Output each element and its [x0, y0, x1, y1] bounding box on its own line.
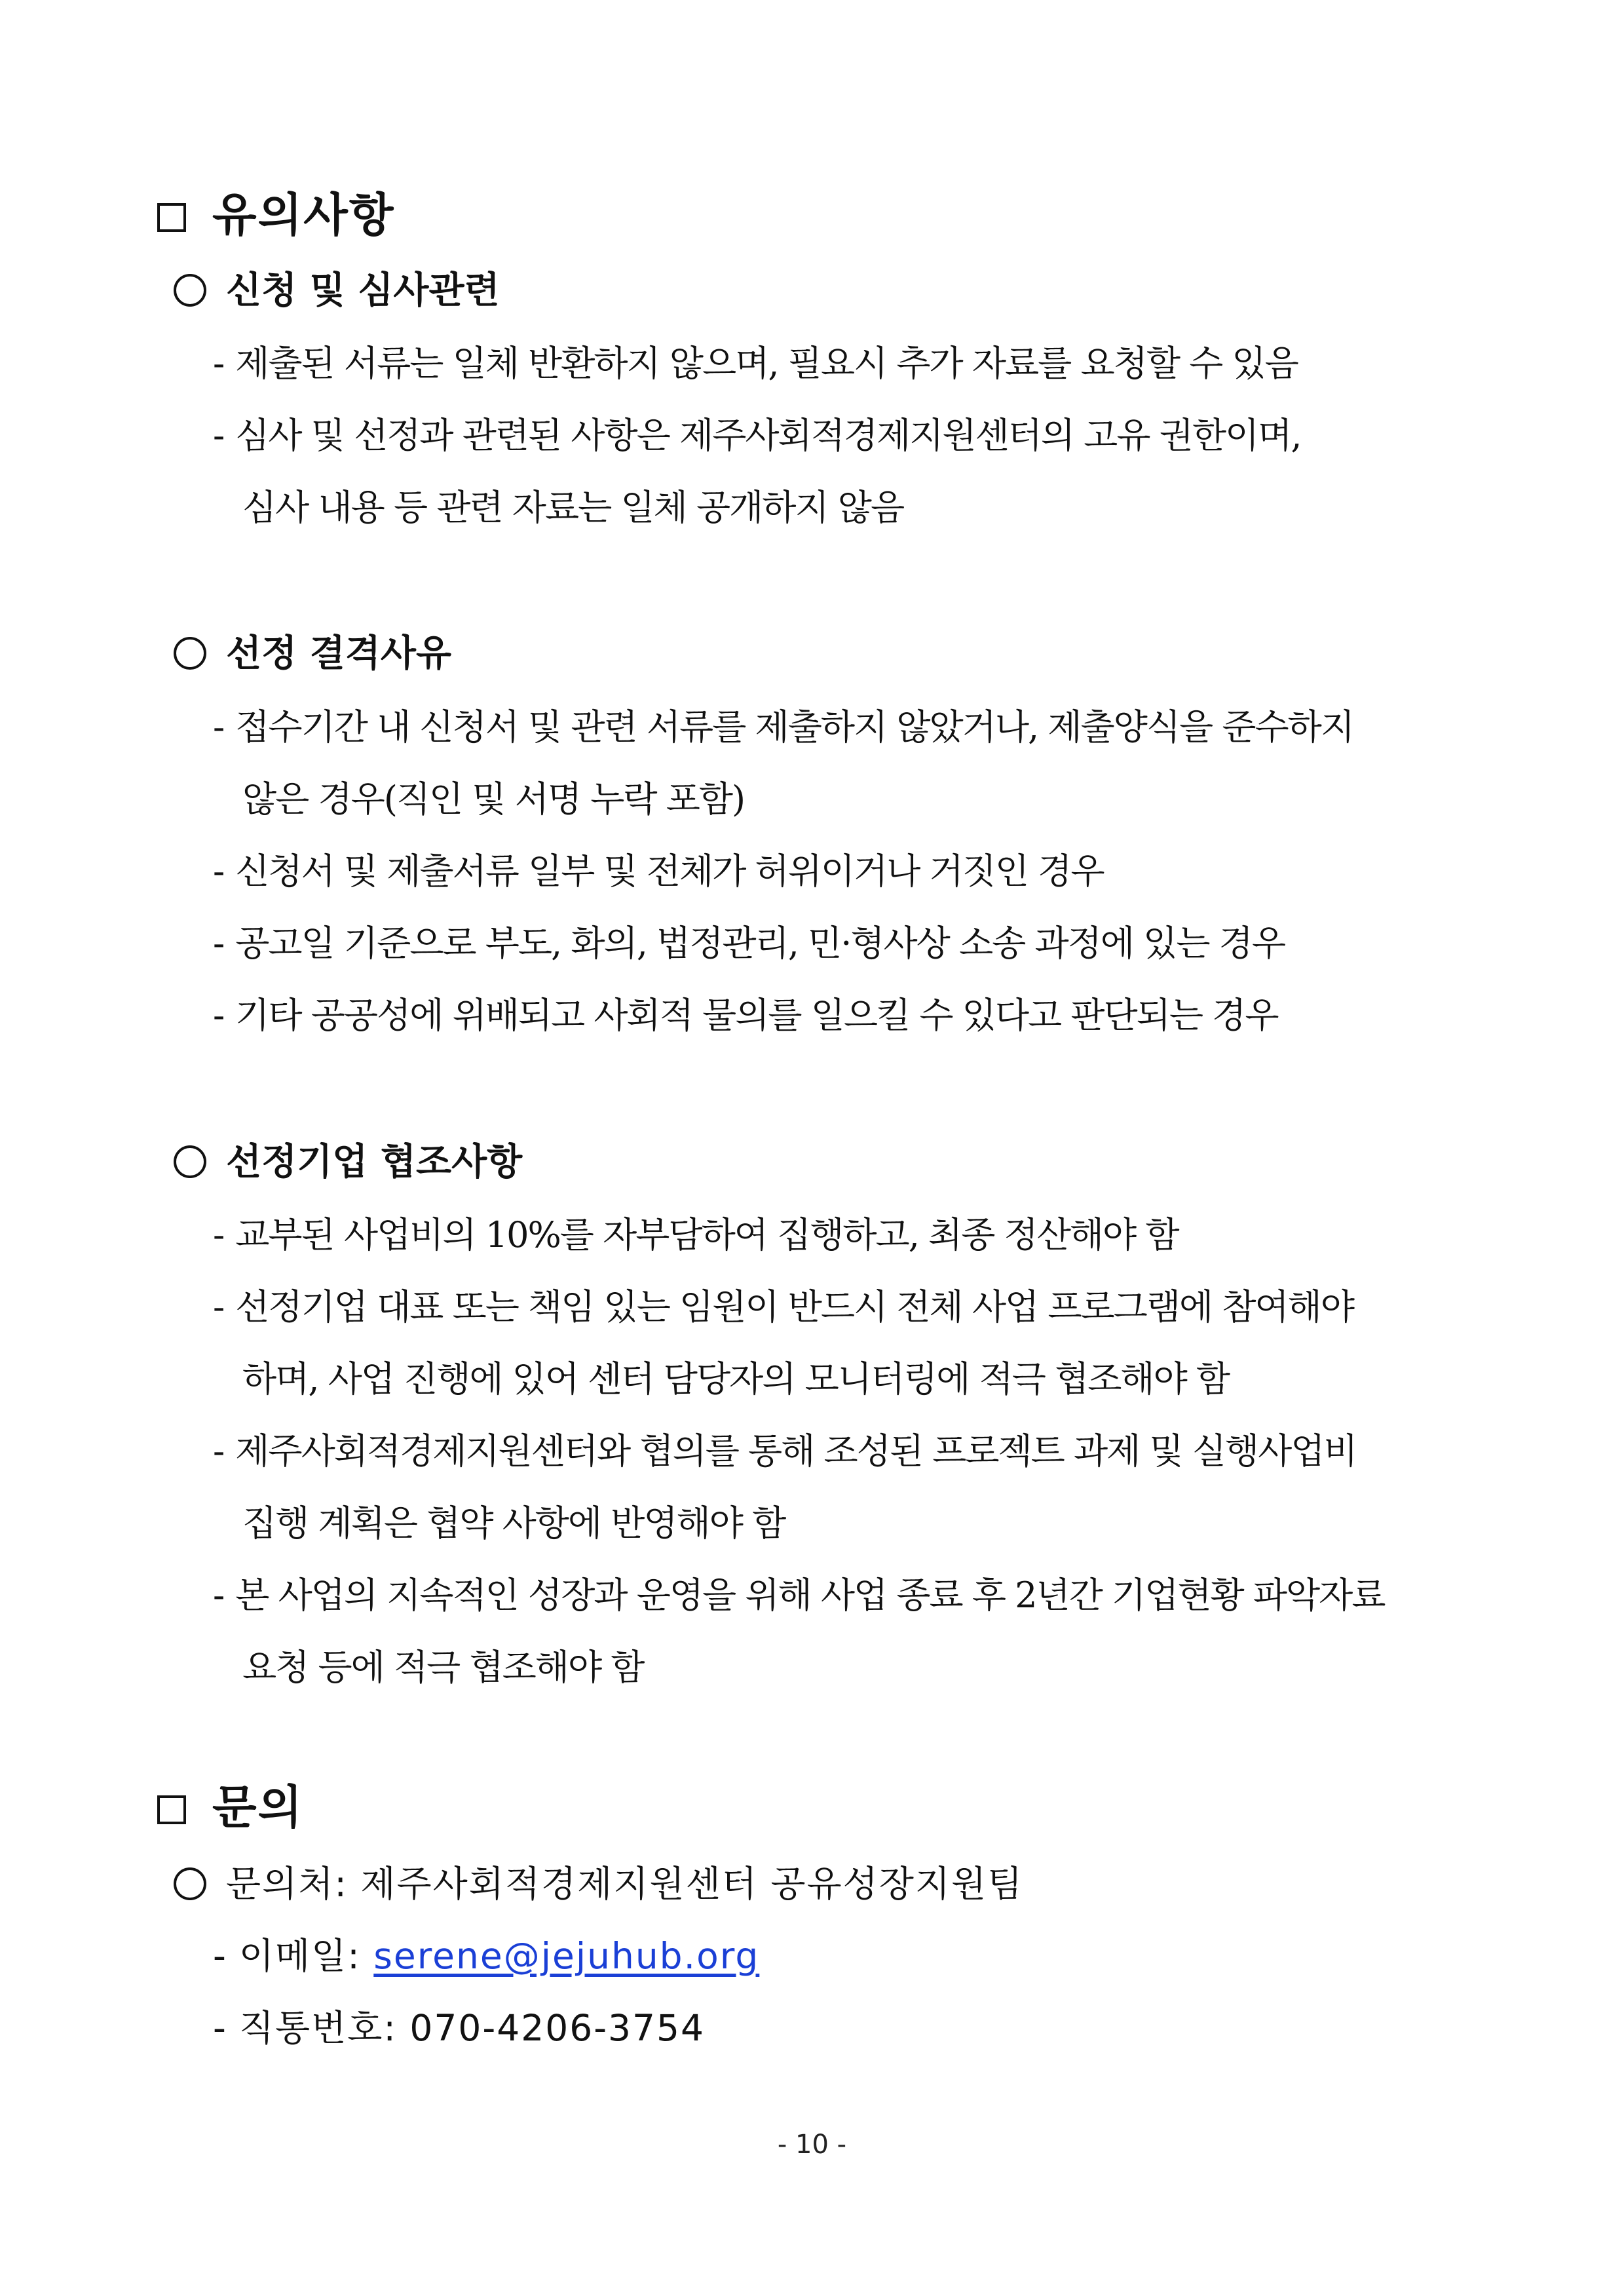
subsection-heading-application [174, 267, 500, 315]
list-item-continuation: 하며, 사업 진행에 있어 센터 담당자의 모니터링에 적극 협조해야 함 [242, 1358, 1230, 1400]
subsection-title: 선정기업 협조사항 [226, 1141, 523, 1183]
list-item: - 공고일 기준으로 부도, 화의, 법정관리, 민·형사상 소송 과정에 있는 경우 [213, 923, 1285, 964]
list-item: - 접수기간 내 신청서 및 관련 서류를 제출하지 않았거나, 제출양식을 준수하지 [213, 706, 1353, 748]
section-heading-contact [157, 1781, 303, 1833]
contact-email-line: - 이메일: serene@jejuhub.org [213, 1935, 760, 1977]
contact-org-line: 문의처: 제주사회적경제지원센터 공유성장지원팀 [174, 1861, 1023, 1907]
square-bullet-icon [157, 203, 186, 232]
email-link[interactable]: serene@jejuhub.org [373, 1935, 760, 1977]
circle-bullet-icon [174, 637, 206, 670]
circle-bullet-icon [174, 1867, 206, 1900]
list-item: - 기타 공공성에 위배되고 사회적 물의를 일으킬 수 있다고 판단되는 경우 [213, 995, 1278, 1036]
list-item: - 본 사업의 지속적인 성장과 운영을 위해 사업 종료 후 2년간 기업현황 파악자료 [213, 1575, 1385, 1616]
list-item: - 심사 및 선정과 관련된 사항은 제주사회적경제지원센터의 고유 권한이며, [213, 415, 1301, 456]
list-item: - 선정기업 대표 또는 책임 있는 임원이 반드시 전체 사업 프로그램에 참여해야 [213, 1286, 1353, 1328]
list-item: - 제출된 서류는 일체 반환하지 않으며, 필요시 추가 자료를 요청할 수 있음 [213, 343, 1298, 384]
section-heading-notes [157, 189, 394, 241]
subsection-title: 신청 및 심사관련 [226, 269, 500, 312]
circle-bullet-icon [174, 1145, 206, 1178]
subsection-heading-cooperation [174, 1139, 522, 1186]
contact-org: 제주사회적경제지원센터 공유성장지원팀 [360, 1863, 1024, 1905]
section-title: 유의사항 [212, 188, 395, 242]
contact-phone: 070-4206-3754 [409, 2007, 706, 2049]
list-item: - 제주사회적경제지원센터와 협의를 통해 조성된 프로젝트 과제 및 실행사업비 [213, 1430, 1357, 1472]
list-item-continuation: 심사 내용 등 관련 자료는 일체 공개하지 않음 [242, 487, 904, 528]
list-item-continuation: 요청 등에 적극 협조해야 함 [242, 1647, 644, 1688]
square-bullet-icon [157, 1795, 186, 1824]
circle-bullet-icon [174, 274, 206, 307]
list-item-continuation: 집행 계획은 협약 사항에 반영해야 함 [242, 1502, 785, 1544]
list-item: - 교부된 사업비의 10%를 자부담하여 집행하고, 최종 정산해야 함 [213, 1214, 1179, 1255]
contact-phone-line: - 직통번호: 070-4206-3754 [213, 2007, 706, 2049]
section-title: 문의 [212, 1780, 304, 1834]
list-item-continuation: 않은 경우(직인 및 서명 누락 포함) [242, 778, 745, 820]
list-item: - 신청서 및 제출서류 일부 및 전체가 허위이거나 거짓인 경우 [213, 851, 1104, 892]
subsection-heading-disqualification [174, 630, 451, 678]
subsection-title: 선정 결격사유 [226, 632, 452, 675]
page-number: - 10 - [777, 2130, 847, 2160]
